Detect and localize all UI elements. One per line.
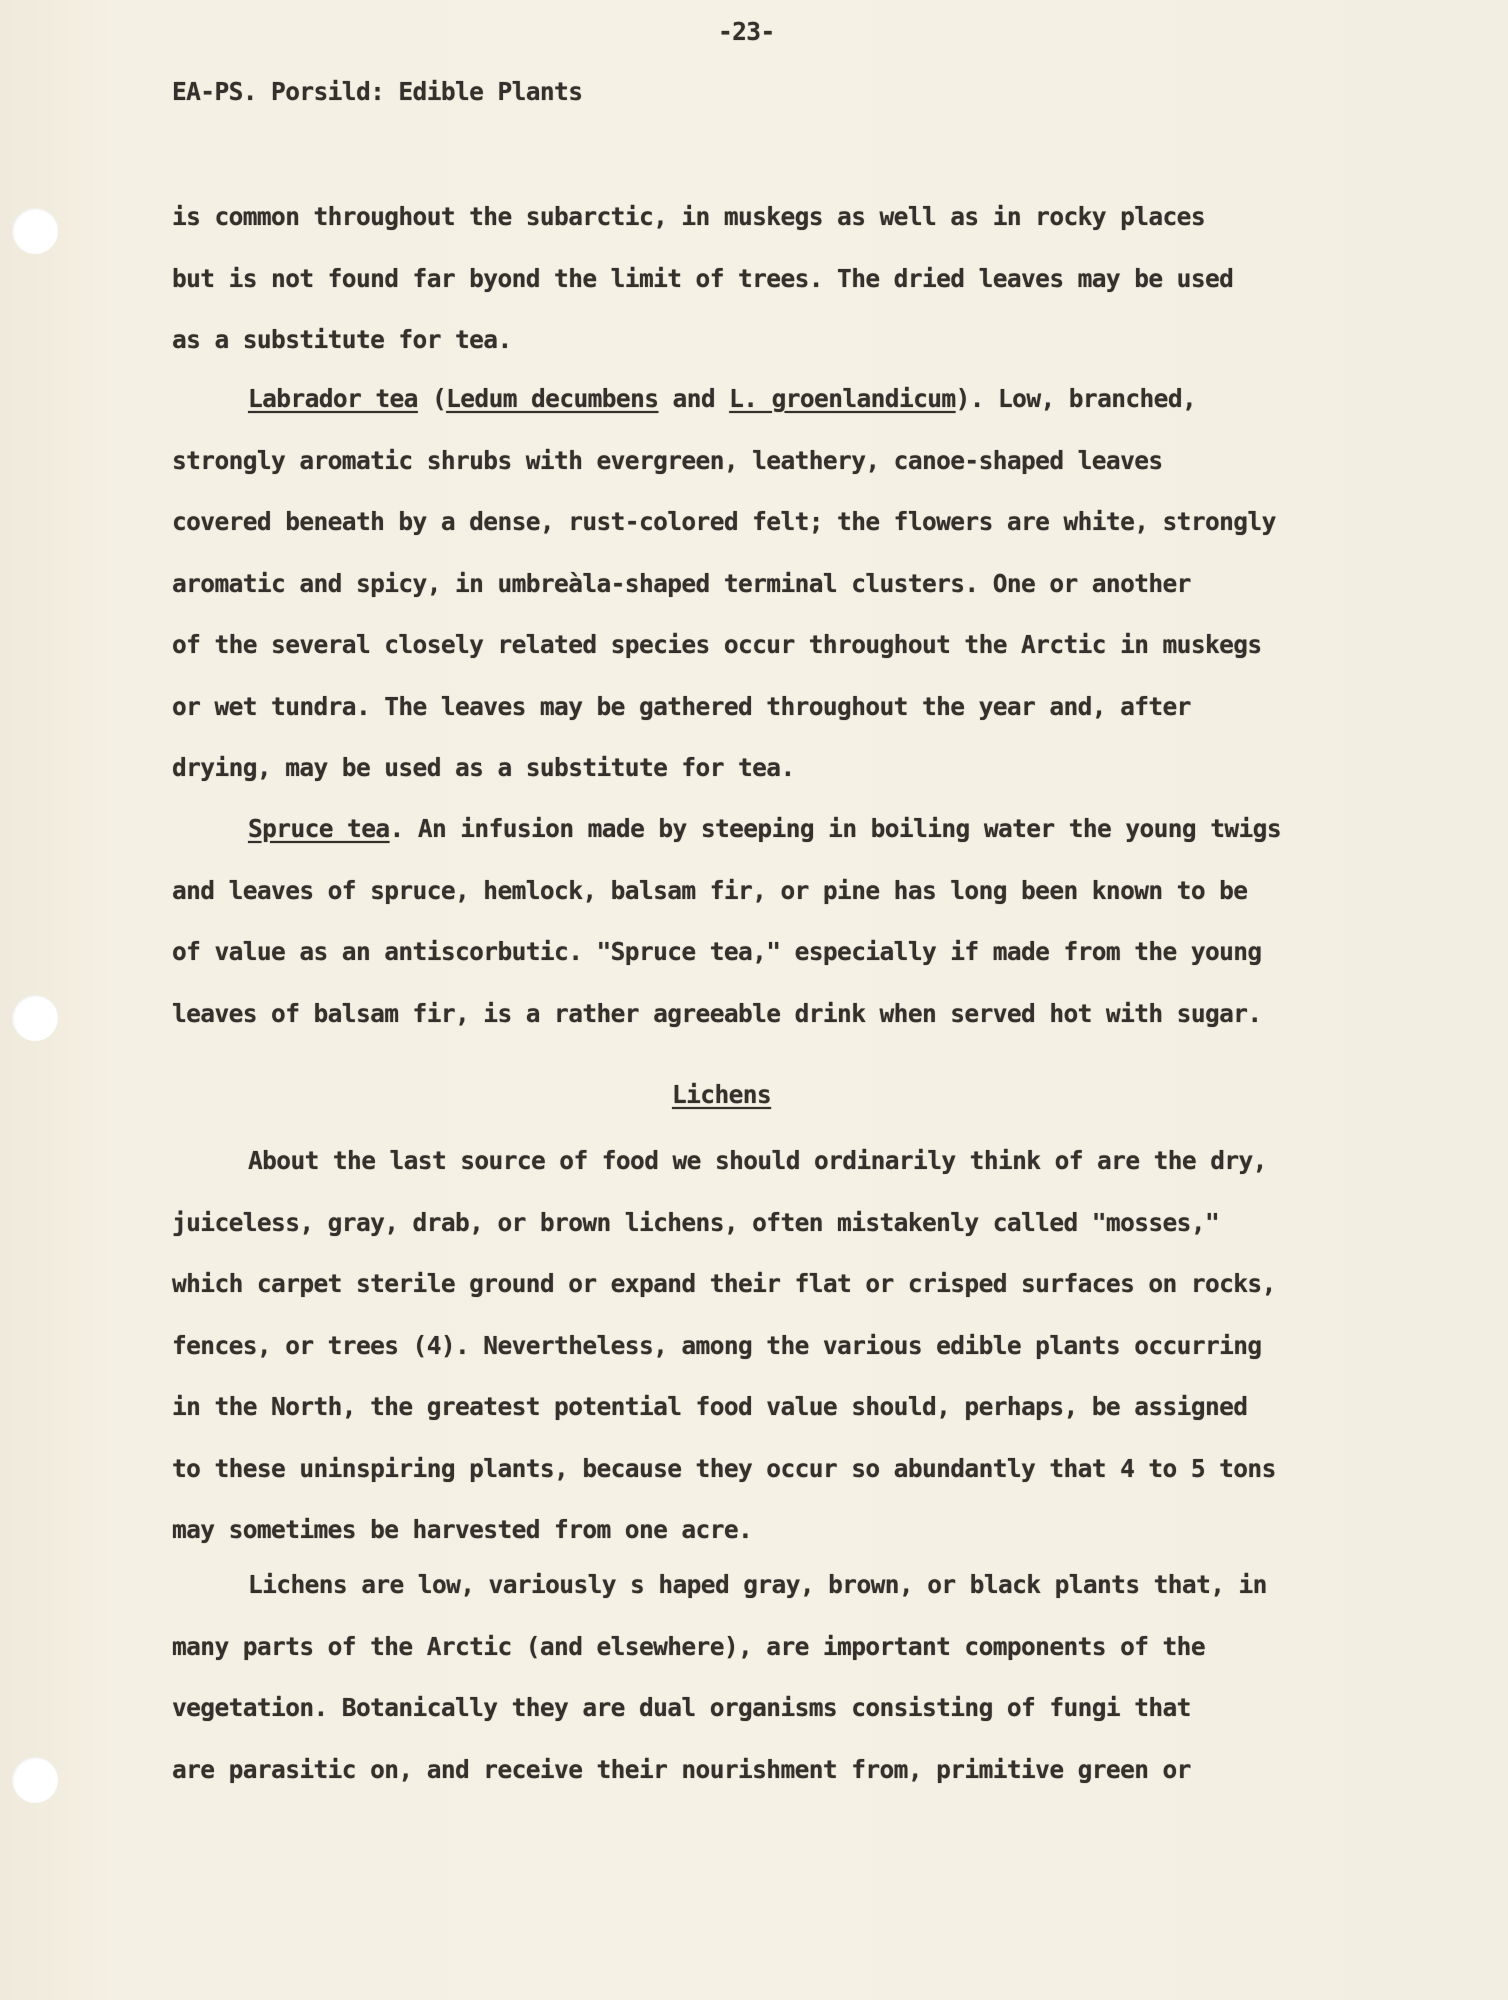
text-line: strongly aromatic shrubs with evergreen, leathery, canoe-shaped leaves <box>172 445 1163 475</box>
text-line-lead <box>172 798 1281 860</box>
text-line: is common throughout the subarctic, in muskegs as well as in rocky places <box>172 202 1205 231</box>
text-line: may sometimes be harvested from one acre. <box>172 1515 753 1544</box>
text-line: in the North, the greatest potential food value should, perhaps, be assigned <box>172 1392 1248 1421</box>
paragraph-lichens-intro <box>172 1130 1276 1561</box>
text-line: leaves of balsam fir, is a rather agreeable drink when served hot with sugar. <box>172 998 1262 1028</box>
term-ledum-decumbens: Ledum decumbens <box>446 384 659 413</box>
text-line: drying, may be used as a substitute for tea. <box>172 753 795 782</box>
text-line: covered beneath by a dense, rust-colored felt; the flowers are white, strongly <box>172 507 1276 536</box>
paragraph-lichens-description <box>172 1554 1267 1800</box>
text-line: as a substitute for tea. <box>172 325 512 354</box>
binder-hole-top <box>12 208 58 254</box>
text-line: many parts of the Arctic (and elsewhere), are important components of the <box>172 1631 1205 1661</box>
page-number: -23- <box>718 17 775 46</box>
paragraph-labrador-tea <box>172 368 1276 799</box>
paragraph-spruce-tea <box>172 798 1281 1044</box>
lead-rest-text: . An infusion made by steeping in boiling water the young twigs <box>389 814 1281 843</box>
binder-hole-bottom <box>12 1757 58 1803</box>
text-line: of the several closely related species occur throughout the Arctic in muskegs <box>172 630 1262 659</box>
binder-hole-middle <box>12 995 58 1041</box>
section-heading: Lichens <box>672 1080 772 1109</box>
text-line: About the last source of food we should ordinarily think of are the dry, <box>248 1146 1267 1175</box>
paragraph-continuation <box>172 186 1233 371</box>
text-line: or wet tundra. The leaves may be gathered throughout the year and, after <box>172 691 1191 721</box>
lead-rest-text: ). Low, branched, <box>955 384 1197 413</box>
text-line: fences, or trees (4). Nevertheless, among the various edible plants occurring <box>172 1330 1262 1360</box>
text-line: which carpet sterile ground or expand their flat or crisped surfaces on rocks, <box>172 1269 1276 1298</box>
lead-plain-text: ( <box>417 384 447 413</box>
term-labrador-tea: Labrador tea <box>248 384 418 413</box>
text-line: aromatic and spicy, in umbreàla-shaped terminal clusters. One or another <box>172 568 1191 598</box>
text-line-lead <box>172 368 1276 430</box>
text-line: of value as an antiscorbutic. "Spruce tea," especially if made from the young <box>172 937 1262 966</box>
lead-plain-text: and <box>658 384 730 413</box>
text-line: Lichens are low, variously s haped gray, brown, or black plants that, in <box>248 1570 1267 1599</box>
text-line: vegetation. Botanically they are dual organisms consisting of fungi that <box>172 1693 1191 1722</box>
text-line: and leaves of spruce, hemlock, balsam fir, or pine has long been known to be <box>172 875 1248 905</box>
text-line: to these uninspiring plants, because they occur so abundantly that 4 to 5 tons <box>172 1453 1276 1483</box>
text-line: juiceless, gray, drab, or brown lichens, often mistakenly called "mosses," <box>172 1207 1220 1237</box>
term-l-groenlandicum: L. groenlandicum <box>729 384 956 413</box>
text-line: are parasitic on, and receive their nourishment from, primitive green or <box>172 1754 1191 1784</box>
term-spruce-tea: Spruce tea <box>248 814 390 843</box>
running-head: EA-PS. Porsild: Edible Plants <box>172 77 583 106</box>
text-line: but is not found far byond the limit of trees. The dried leaves may be used <box>172 263 1234 293</box>
